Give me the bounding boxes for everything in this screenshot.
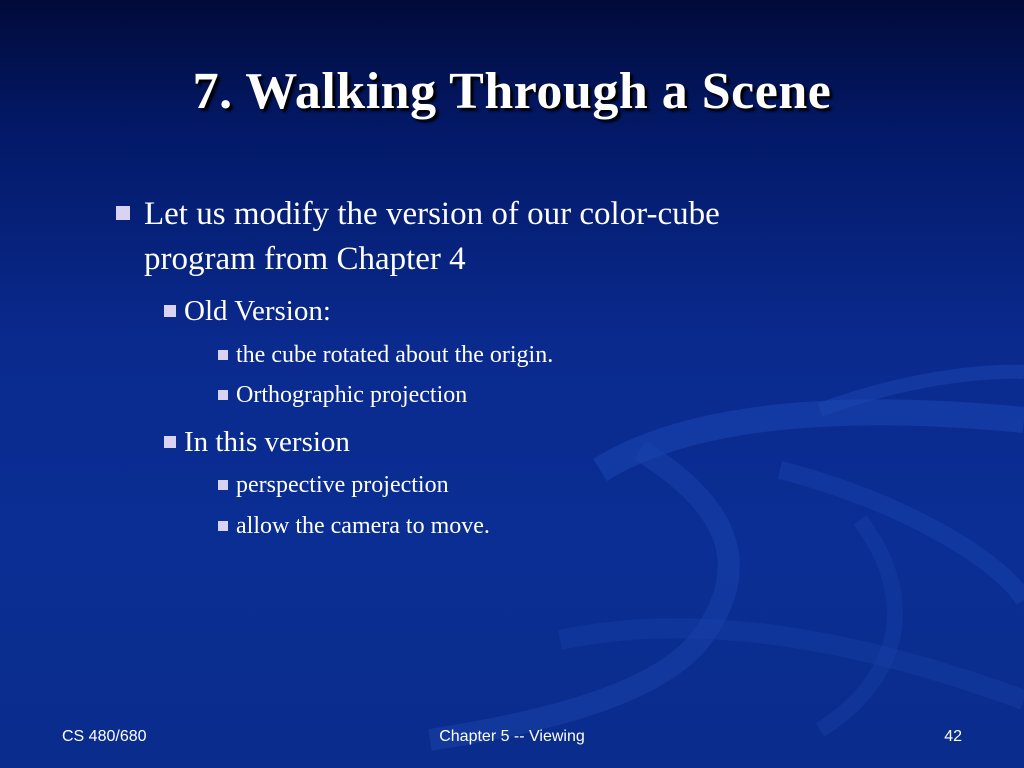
footer-course: CS 480/680 [62,728,147,745]
footer-page-number: 42 [944,728,962,745]
bullet-square-icon [164,305,176,317]
bullet-level3-camera [218,511,490,541]
bullet-square-icon [218,350,228,360]
bullet-square-icon [218,480,228,490]
bullet-square-icon [218,390,228,400]
bullet-text: the cube rotated about the origin. [236,342,554,368]
bullet-level3-perspective [218,470,449,500]
bullet-level3-cube-rotated [218,340,553,370]
bullet-level2-this-version [164,425,350,459]
bullet-square-icon [116,206,130,220]
slide-title: 7. Walking Through a Scene [192,63,832,120]
bullet-text: In this version [184,426,350,458]
bullet-text: Let us modify the version of our color-cube program from Chapter 4 [144,196,720,277]
bullet-square-icon [164,436,176,448]
bullet-level1-modify [116,192,836,282]
footer-chapter: Chapter 5 -- Viewing [439,728,585,745]
bullet-level2-old-version [164,294,331,328]
bullet-level3-orthographic [218,380,467,410]
bullet-text: perspective projection [236,472,449,498]
bullet-text: allow the camera to move. [236,513,490,539]
bullet-text: Old Version: [184,295,331,327]
bullet-text: Orthographic projection [236,382,468,408]
bullet-square-icon [218,521,228,531]
